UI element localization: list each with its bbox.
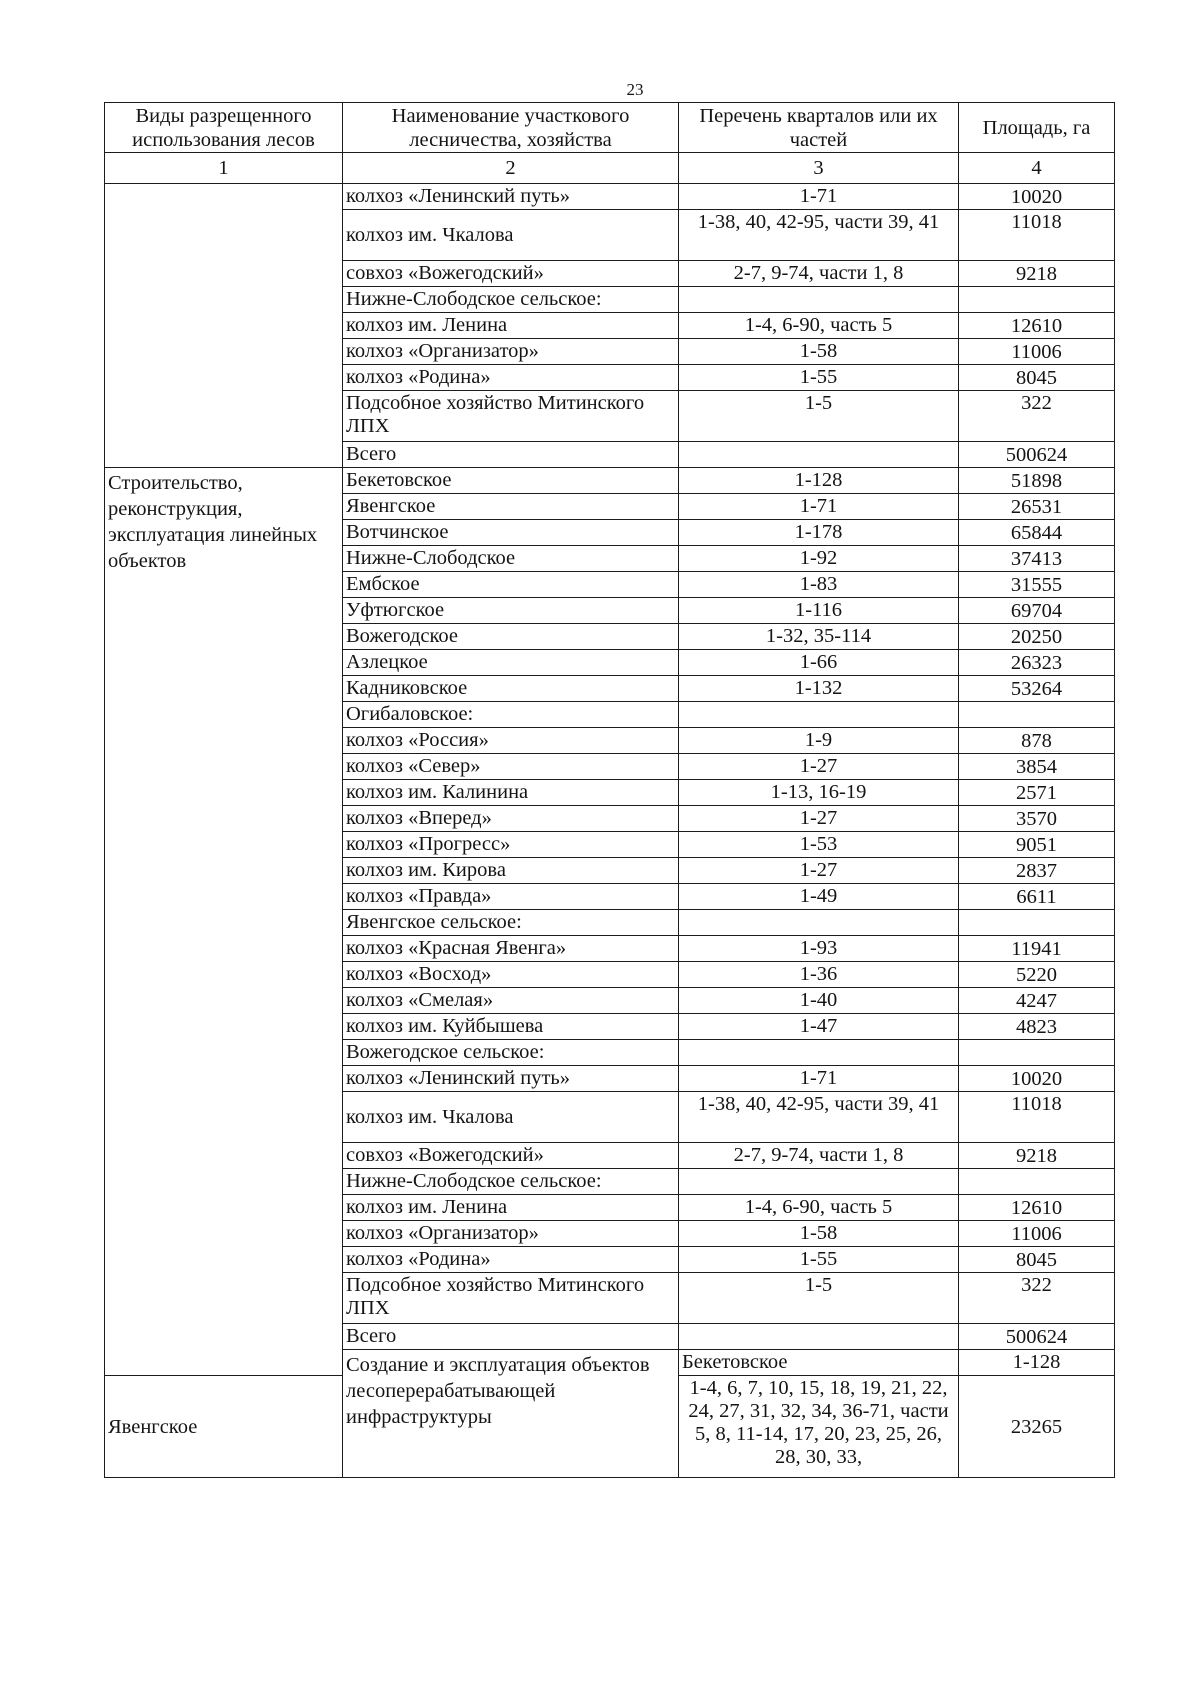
quarters-cell: 1-27 (679, 858, 959, 884)
forestry-name: колхоз «Красная Явенга» (343, 936, 679, 962)
quarters-cell: 1-55 (679, 1247, 959, 1273)
quarters-cell: 1-38, 40, 42-95, части 39, 41 (679, 210, 959, 261)
quarters-cell: 1-92 (679, 546, 959, 572)
header-area: Площадь, га (959, 103, 1115, 153)
quarters-cell (679, 702, 959, 728)
forestry-name: Явенгское сельское: (343, 910, 679, 936)
forestry-name: Явенгское (343, 494, 679, 520)
area-cell: 26323 (959, 650, 1115, 676)
quarters-cell: 1-71 (679, 494, 959, 520)
use-type-wood-processing: Создание и эксплуатация объектов лесоперерабатывающей инфраструктуры (343, 1350, 679, 1478)
forestry-name: Бекетовское (343, 468, 679, 494)
quarters-cell: 1-27 (679, 754, 959, 780)
quarters-cell: 1-128 (959, 1350, 1115, 1376)
forestry-name: Вожегодское сельское: (343, 1040, 679, 1066)
forestry-name: Уфтюгское (343, 598, 679, 624)
area-cell (959, 287, 1115, 313)
quarters-cell: 1-55 (679, 365, 959, 391)
area-cell: 5220 (959, 962, 1115, 988)
quarters-cell: 1-27 (679, 806, 959, 832)
quarters-cell: 1-5 (679, 1273, 959, 1324)
forestry-name: колхоз «Россия» (343, 728, 679, 754)
area-cell: 9218 (959, 1143, 1115, 1169)
quarters-cell: 1-71 (679, 1066, 959, 1092)
area-cell: 10020 (959, 184, 1115, 210)
table-row (105, 184, 1115, 210)
forestry-name: колхоз «Смелая» (343, 988, 679, 1014)
quarters-cell: 1-40 (679, 988, 959, 1014)
area-cell: 12610 (959, 1195, 1115, 1221)
quarters-cell: 1-58 (679, 1221, 959, 1247)
forestry-name: колхоз им. Чкалова (343, 1092, 679, 1143)
forestry-name: Вотчинское (343, 520, 679, 546)
forestry-name: колхоз им. Ленина (343, 1195, 679, 1221)
quarters-cell: 1-116 (679, 598, 959, 624)
forestry-name: Кадниковское (343, 676, 679, 702)
forestry-name: колхоз им. Калинина (343, 780, 679, 806)
area-cell: 9051 (959, 832, 1115, 858)
use-type-linear-objects: Строительство, реконструкция, эксплуатация линейных объектов (105, 468, 343, 1376)
forest-use-table (104, 102, 1115, 1478)
area-cell: 9218 (959, 261, 1115, 287)
forestry-name: колхоз «Ленинский путь» (343, 1066, 679, 1092)
forestry-name: Подсобное хозяйство Митинского ЛПХ (343, 1273, 679, 1324)
area-cell: 8045 (959, 1247, 1115, 1273)
area-cell: 65844 (959, 520, 1115, 546)
area-cell: 11006 (959, 1221, 1115, 1247)
forestry-name: Нижне-Слободское сельское: (343, 1169, 679, 1195)
header-quarters-list: Перечень кварталов или их частей (679, 103, 959, 153)
quarters-cell (679, 1169, 959, 1195)
quarters-cell: 1-128 (679, 468, 959, 494)
quarters-cell: 1-38, 40, 42-95, части 39, 41 (679, 1092, 959, 1143)
quarters-cell: 1-4, 6, 7, 10, 15, 18, 19, 21, 22, 24, 27, 31, 32, 34, 36-71, части 5, 8, 11-14, 17, 20, 23, 25, 26, 28, 30, 33, (679, 1376, 959, 1478)
area-cell: 11018 (959, 1092, 1115, 1143)
area-cell: 37413 (959, 546, 1115, 572)
quarters-cell: 1-132 (679, 676, 959, 702)
total-area: 500624 (959, 1324, 1115, 1350)
forestry-name: колхоз «Родина» (343, 1247, 679, 1273)
column-number: 2 (343, 153, 679, 184)
quarters-cell: 1-13, 16-19 (679, 780, 959, 806)
area-cell: 11018 (959, 210, 1115, 261)
area-cell: 31555 (959, 572, 1115, 598)
quarters-cell (679, 1040, 959, 1066)
forestry-name: Подсобное хозяйство Митинского ЛПХ (343, 391, 679, 442)
area-cell: 26531 (959, 494, 1115, 520)
table-header-row (105, 103, 1115, 153)
area-cell (959, 1169, 1115, 1195)
quarters-cell: 1-36 (679, 962, 959, 988)
forestry-name: колхоз «Организатор» (343, 1221, 679, 1247)
quarters-cell: 2-7, 9-74, части 1, 8 (679, 1143, 959, 1169)
quarters-cell: 1-4, 6-90, часть 5 (679, 313, 959, 339)
quarters-cell: 1-53 (679, 832, 959, 858)
column-numbers-row (105, 153, 1115, 184)
area-cell: 12610 (959, 313, 1115, 339)
area-cell: 8045 (959, 365, 1115, 391)
column-number: 3 (679, 153, 959, 184)
forestry-name: колхоз им. Ленина (343, 313, 679, 339)
area-cell: 6611 (959, 884, 1115, 910)
quarters-cell: 1-49 (679, 884, 959, 910)
table-row (105, 468, 1115, 494)
area-cell: 53264 (959, 676, 1115, 702)
header-use-type: Виды разрещенного использования лесов (105, 103, 343, 153)
area-cell: 322 (959, 1273, 1115, 1324)
area-cell: 51898 (959, 468, 1115, 494)
forestry-name: Нижне-Слободское сельское: (343, 287, 679, 313)
forestry-name: Явенгское (105, 1376, 343, 1478)
area-cell: 4823 (959, 1014, 1115, 1040)
area-cell: 10020 (959, 1066, 1115, 1092)
forestry-name: Нижне-Слободское (343, 546, 679, 572)
quarters-cell: 1-178 (679, 520, 959, 546)
quarters-cell (679, 1324, 959, 1350)
area-cell: 322 (959, 391, 1115, 442)
quarters-cell: 1-83 (679, 572, 959, 598)
quarters-cell: 1-4, 6-90, часть 5 (679, 1195, 959, 1221)
column-number: 1 (105, 153, 343, 184)
area-cell (959, 1040, 1115, 1066)
quarters-cell (679, 287, 959, 313)
quarters-cell (679, 910, 959, 936)
forestry-name: колхоз «Вперед» (343, 806, 679, 832)
area-cell: 69704 (959, 598, 1115, 624)
column-number: 4 (959, 153, 1115, 184)
area-cell: 11006 (959, 339, 1115, 365)
forestry-name: колхоз им. Куйбышева (343, 1014, 679, 1040)
forestry-name: колхоз «Правда» (343, 884, 679, 910)
forestry-name: колхоз «Север» (343, 754, 679, 780)
quarters-cell: 1-32, 35-114 (679, 624, 959, 650)
forestry-name: совхоз «Вожегодский» (343, 261, 679, 287)
total-area: 500624 (959, 442, 1115, 468)
quarters-cell (679, 442, 959, 468)
quarters-cell: 2-7, 9-74, части 1, 8 (679, 261, 959, 287)
area-cell: 3854 (959, 754, 1115, 780)
area-cell (959, 910, 1115, 936)
forestry-name: колхоз им. Кирова (343, 858, 679, 884)
area-cell: 2837 (959, 858, 1115, 884)
area-cell: 20250 (959, 624, 1115, 650)
forestry-name: Огибаловское: (343, 702, 679, 728)
forestry-name: Бекетовское (679, 1350, 959, 1376)
forestry-name: колхоз «Ленинский путь» (343, 184, 679, 210)
total-label: Всего (343, 1324, 679, 1350)
area-cell: 11941 (959, 936, 1115, 962)
forestry-name: колхоз «Организатор» (343, 339, 679, 365)
forestry-name: Ембское (343, 572, 679, 598)
quarters-cell: 1-71 (679, 184, 959, 210)
area-cell: 2571 (959, 780, 1115, 806)
quarters-cell: 1-9 (679, 728, 959, 754)
area-cell: 878 (959, 728, 1115, 754)
area-cell: 23265 (959, 1376, 1115, 1478)
forestry-name: колхоз им. Чкалова (343, 210, 679, 261)
area-cell (959, 702, 1115, 728)
page-number: 23 (626, 80, 644, 99)
total-label: Всего (343, 442, 679, 468)
quarters-cell: 1-47 (679, 1014, 959, 1040)
forestry-name: Вожегодское (343, 624, 679, 650)
use-type-cell-continued (105, 184, 343, 468)
forestry-name: совхоз «Вожегодский» (343, 1143, 679, 1169)
forestry-name: колхоз «Родина» (343, 365, 679, 391)
quarters-cell: 1-66 (679, 650, 959, 676)
quarters-cell: 1-5 (679, 391, 959, 442)
quarters-cell: 1-93 (679, 936, 959, 962)
quarters-cell: 1-58 (679, 339, 959, 365)
area-cell: 3570 (959, 806, 1115, 832)
forestry-name: колхоз «Прогресс» (343, 832, 679, 858)
forestry-name: Азлецкое (343, 650, 679, 676)
forestry-name: колхоз «Восход» (343, 962, 679, 988)
header-forestry-name: Наименование участкового лесничества, хозяйства (343, 103, 679, 153)
area-cell: 4247 (959, 988, 1115, 1014)
